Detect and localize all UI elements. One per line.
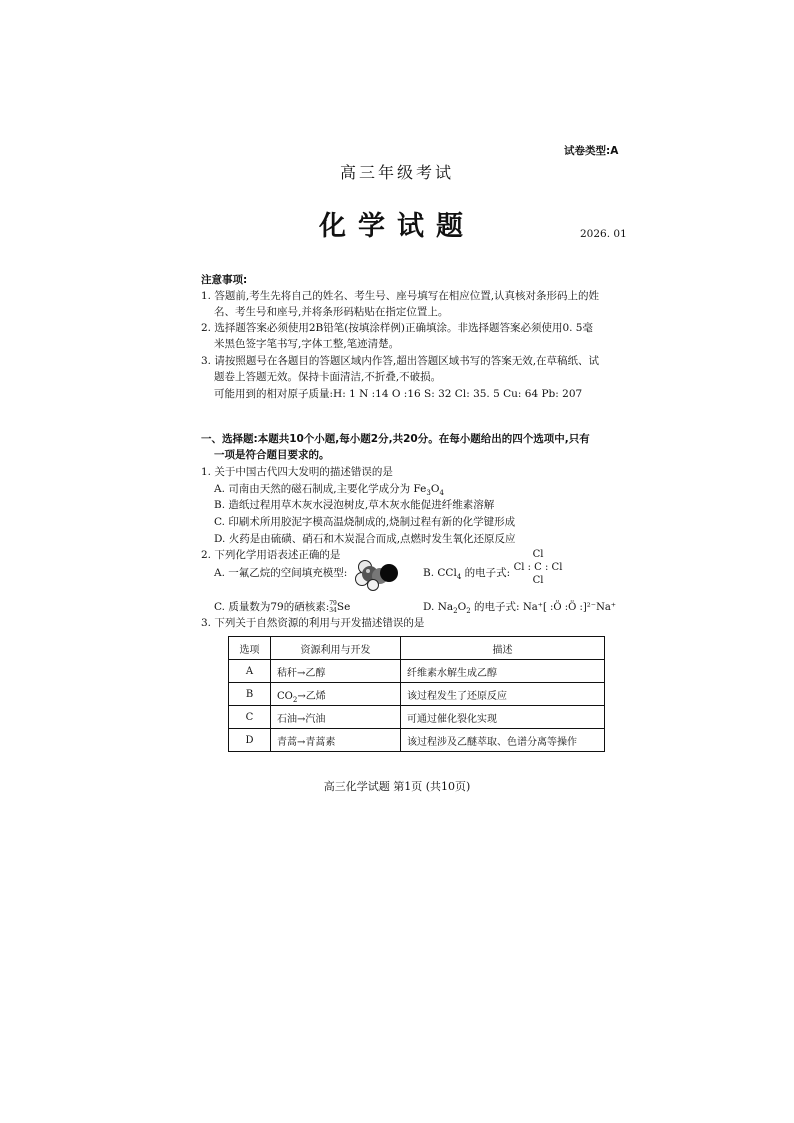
table-row (229, 729, 605, 752)
table-header: 描述 (401, 637, 605, 660)
ccl4-bottom-cl: Cl (532, 575, 544, 586)
section-heading: 一、选择题:本题共10个小题,每小题2分,共20分。在每小题给出的四个选项中,只有 (201, 433, 590, 445)
table-row (229, 660, 605, 683)
page-footer: 高三化学试题 第1页 (共10页) (323, 780, 471, 793)
table-cell-desc: 该过程涉及乙醚萃取、色谱分离等操作 (401, 729, 605, 752)
question-1-option-d: D. 火药是由硫磺、硝石和木炭混合而成,点燃时发生氧化还原反应 (214, 533, 516, 545)
question-2-option-c: C. 质量数为79的硒核素: 79 34 Se (214, 600, 351, 614)
question-1-option-b: B. 造纸过程用草木灰水浸泡树皮,草木灰水能促进纤维素溶解 (214, 499, 495, 511)
notice-item-3-line-1: 3. 请按照题号在各题目的答题区域内作答,超出答题区域书写的答案无效,在草稿纸、试 (201, 355, 600, 367)
exam-date: 2026. 01 (580, 228, 627, 240)
table-cell-desc: 纤维素水解生成乙醇 (401, 660, 605, 683)
exam-subtitle: 高三年级考试 (339, 163, 454, 182)
notice-heading: 注意事项: (201, 274, 248, 286)
table-cell-option: C (229, 706, 271, 729)
question-3-table (228, 636, 605, 752)
question-1-option-a: A. 司南由天然的磁石制成,主要化学成分为 $Fe_3O_4$ (214, 483, 444, 498)
table-cell-option: B (229, 683, 271, 706)
question-2-option-b: B. CCl$_4$ 的电子式: (423, 567, 511, 582)
notice-item-2-line-1: 2. 选择题答案必须使用2B铅笔(按填涂样例)正确填涂。非选择题答案必须使用0. 5毫 (201, 322, 593, 334)
notice-item-3-line-2: 题卷上答题无效。保持卡面清洁,不折叠,不破损。 (214, 371, 442, 383)
table-row (229, 683, 605, 706)
table-header: 资源利用与开发 (271, 637, 401, 660)
table-cell-use: 秸秆→乙醇 (271, 660, 401, 683)
ccl4-electron-formula (512, 548, 564, 587)
table-cell-use: $CO_2\to$乙烯 (271, 683, 401, 706)
table-header: 选项 (229, 637, 271, 660)
table-cell-use: 石油→汽油 (271, 706, 401, 729)
notice-item-1-line-1: 1. 答题前,考生先将自己的姓名、考生号、座号填写在相应位置,认真核对条形码上的姓 (201, 290, 600, 302)
notice-item-1-line-2: 名、考生号和座号,并将条形码粘贴在指定位置上。 (214, 306, 449, 318)
notice-item-2-line-2: 米黑色签字笔书写,字体工整,笔迹清楚。 (214, 338, 400, 350)
table-cell-option: D (229, 729, 271, 752)
ccl4-middle-row: Cl : C : Cl (513, 562, 563, 573)
table-cell-desc: 可通过催化裂化实现 (401, 706, 605, 729)
question-2-option-d: D. $Na_2O_2$ 的电子式: Na⁺[ :Ö :Ö :]²⁻Na⁺ (423, 601, 617, 616)
question-1-stem: 1. 关于中国古代四大发明的描述错误的是 (201, 466, 393, 478)
table-cell-option: A (229, 660, 271, 683)
question-2-stem: 2. 下列化学用语表述正确的是 (201, 549, 341, 561)
table-row (229, 706, 605, 729)
table-cell-desc: 该过程发生了还原反应 (401, 683, 605, 706)
table-header-row (229, 637, 605, 660)
section-heading-line-2: 一项是符合题目要求的。 (214, 449, 330, 461)
ccl4-top-cl: Cl (532, 549, 544, 560)
space-filling-model-image (352, 557, 400, 591)
paper-type-label: 试卷类型:A (564, 145, 619, 157)
question-1-option-c: C. 印刷术所用胶泥字模高温烧制成的,烧制过程有新的化学键形成 (214, 516, 516, 528)
question-2-option-a: A. 一氟乙烷的空间填充模型: (214, 567, 348, 579)
question-3-stem: 3. 下列关于自然资源的利用与开发描述错误的是 (201, 617, 425, 629)
page-title: 化学试题 (319, 211, 475, 242)
atomic-mass-line: 可能用到的相对原子质量:H: 1 N :14 O :16 S: 32 Cl: 35. 5 Cu: 64 Pb: 207 (214, 388, 583, 400)
table-cell-use: 青蒿→青蒿素 (271, 729, 401, 752)
